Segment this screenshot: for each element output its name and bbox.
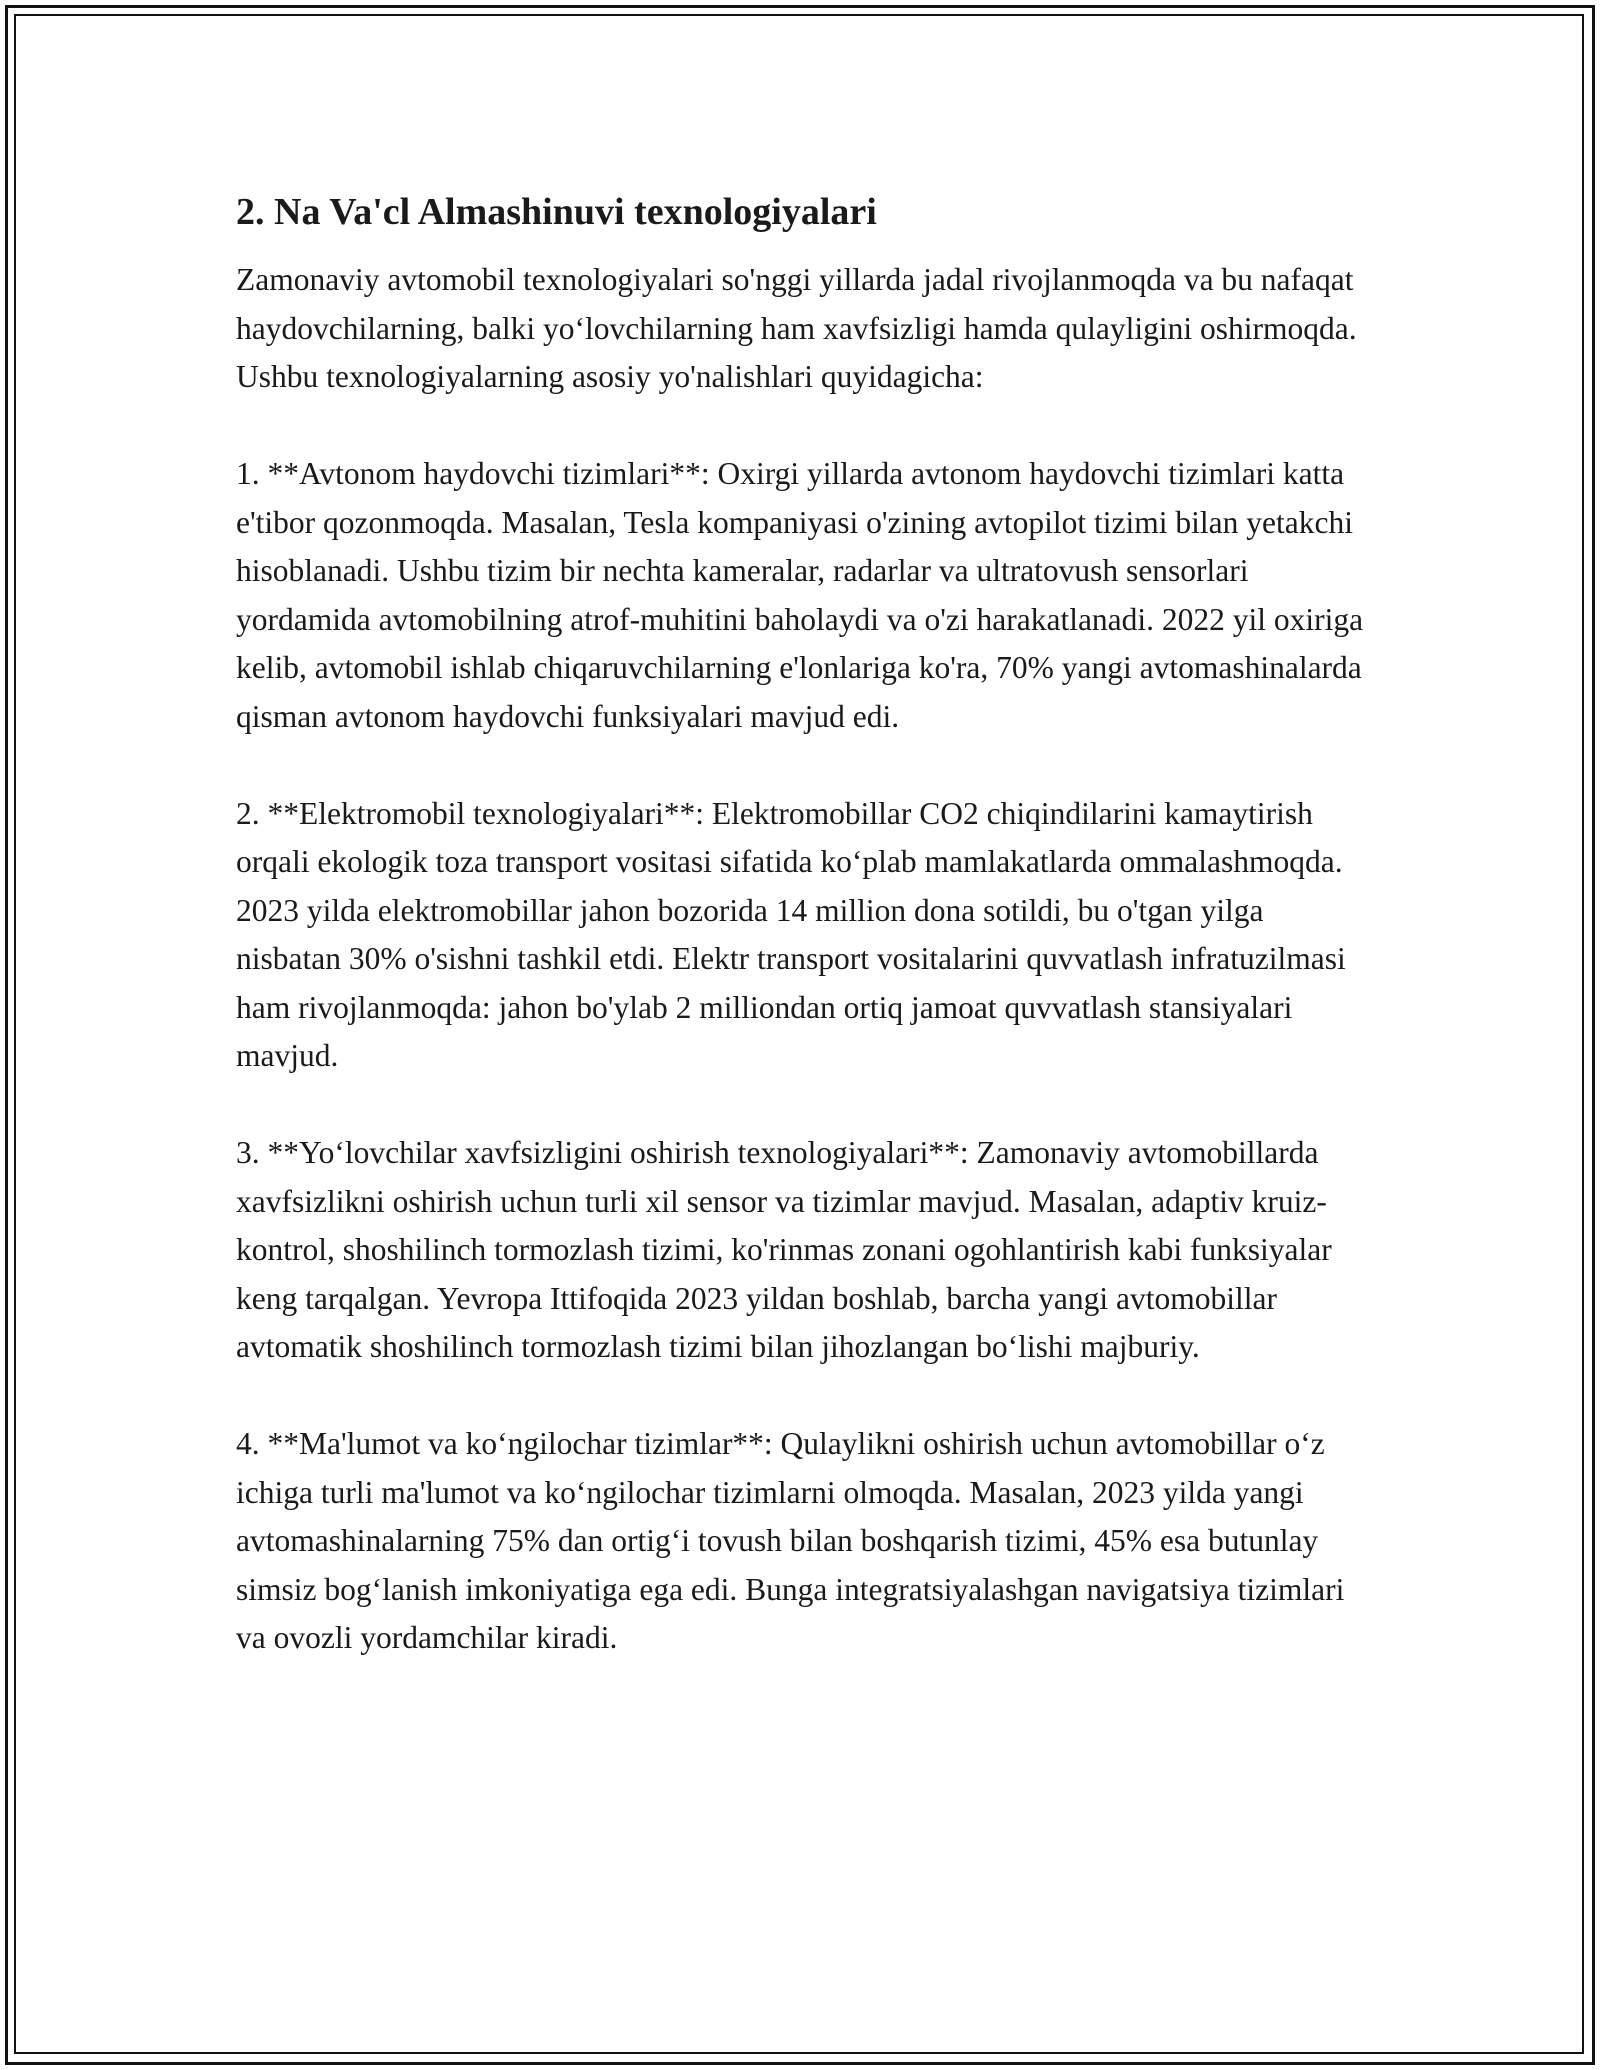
intro-paragraph: Zamonaviy avtomobil texnologiyalari so'nggi yillarda jadal rivojlanmoqda va bu nafaqat haydovchilarning, balki yo‘lovchilarning ham xavfsizligi hamda qulayligini oshirmoqda. Ushbu texnologiyalarning asosiy yo'nalishlari quyidagicha: <box>236 262 1357 394</box>
electric-vehicle-paragraph: 2. **Elektromobil texnologiyalari**: Elektromobillar CO2 chiqindilarini kamaytirish orqali ekologik toza transport vositasi sifatida ko‘plab mamlakatlarda ommalashmoqda. 2023 yilda elektromobillar jahon bozorida 14 million dona sotildi, bu o'tgan yilga nisbatan 30% o'sishni tashkil etdi. Elektr transport vositalarini quvvatlash infratuzilmasi ham rivojlanmoqda: jahon bo'ylab 2 milliondan ortiq jamoat quvvatlash stansiyalari mavjud. <box>236 795 1346 1073</box>
section-heading: 2. Na Va'cl Almashinuvi texnologiyalari <box>236 191 877 233</box>
passenger-safety-paragraph: 3. **Yo‘lovchilar xavfsizligini oshirish texnologiyalari**: Zamonaviy avtomobillarda xavfsizlikni oshirish uchun turli xil sensor va tizimlar mavjud. Masalan, adaptiv kruiz-kontrol, shoshilinch tormozlash tizimi, ko'rinmas zonani ogohlantirish kabi funksiyalar keng tarqalgan. Yevropa Ittifoqida 2023 yildan boshlab, barcha yangi avtomobillar avtomatik shoshilinch tormozlash tizimi bilan jihozlangan bo‘lishi majburiy. <box>236 1135 1332 1364</box>
autonomous-driving-paragraph: 1. **Avtonom haydovchi tizimlari**: Oxirgi yillarda avtonom haydovchi tizimlari katta e'tibor qozonmoqda. Masalan, Tesla kompaniyasi o'zining avtopilot tizimi bilan yetakchi hisoblanadi. Ushbu tizim bir nechta kameralar, radarlar va ultratovush sensorlari yordamida avtomobilning atrof-muhitini baholaydi va o'zi harakatlanadi. 2022 yil oxiriga kelib, avtomobil ishlab chiqaruvchilarning e'lonlariga ko'ra, 70% yangi avtomashinalarda qisman avtonom haydovchi funksiyalari mavjud edi. <box>236 456 1364 734</box>
infotainment-paragraph: 4. **Ma'lumot va ko‘ngilochar tizimlar**: Qulaylikni oshirish uchun avtomobillar o‘z ichiga turli ma'lumot va ko‘ngilochar tizimlarni olmoqda. Masalan, 2023 yilda yangi avtomashinalarning 75% dan ortig‘i tovush bilan boshqarish tizimi, 45% esa butunlay simsiz bog‘lanish imkoniyatiga ega edi. Bunga integratsiyalashgan navigatsiya tizimlari va ovozli yordamchilar kiradi. <box>236 1426 1345 1655</box>
document-body <box>236 188 1371 1663</box>
